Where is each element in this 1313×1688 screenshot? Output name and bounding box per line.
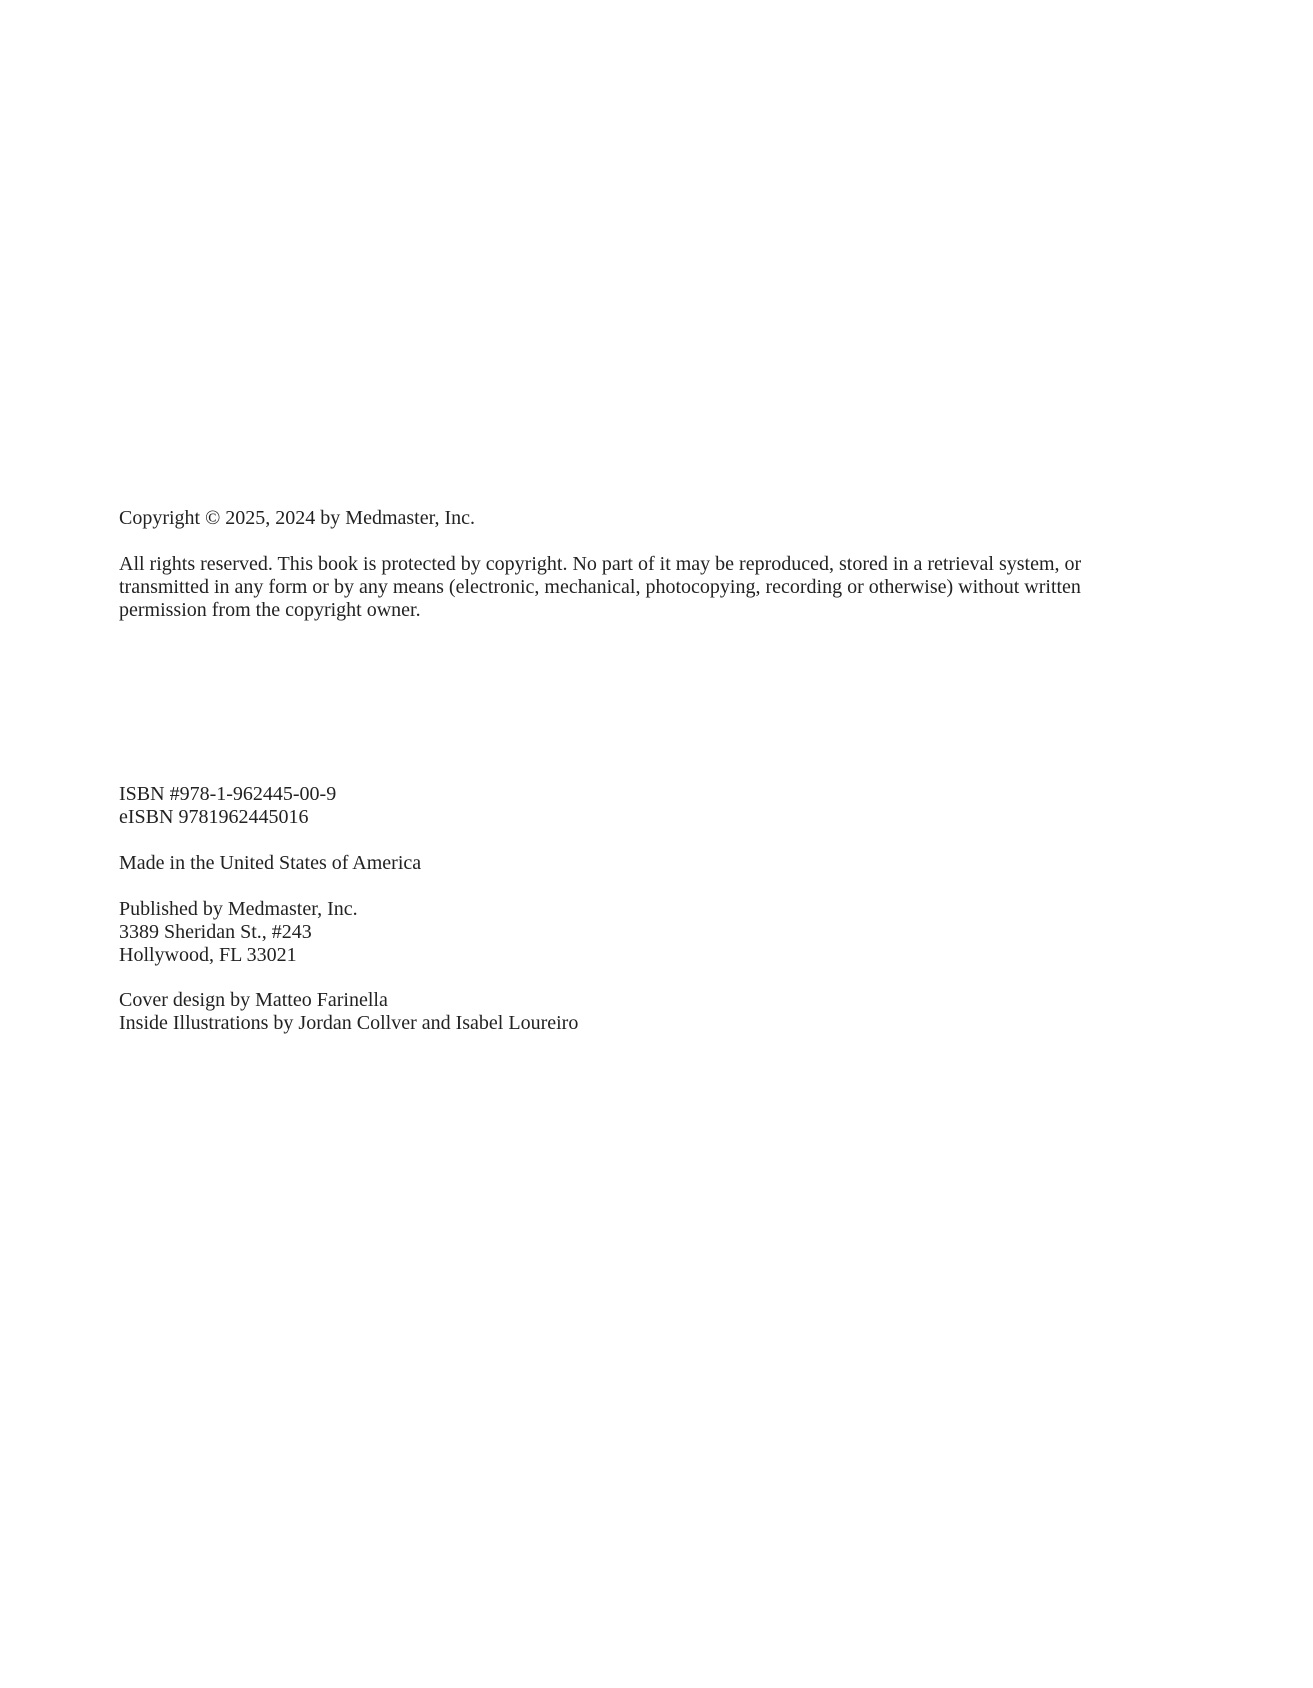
- publisher-street: 3389 Sheridan St., #243: [119, 921, 312, 943]
- copyright-notice: [119, 507, 475, 530]
- rights-line-3: permission from the copyright owner.: [119, 599, 421, 621]
- illustration-credit: Inside Illustrations by Jordan Collver and Isabel Loureiro: [119, 1012, 579, 1034]
- isbn-print: ISBN #978-1-962445-00-9: [119, 783, 337, 805]
- country-of-origin: [119, 852, 421, 875]
- rights-line-2: transmitted in any form or by any means (electronic, mechanical, photocopying, recording or otherwise) without written: [119, 576, 1081, 598]
- isbn-electronic: eISBN 9781962445016: [119, 806, 309, 828]
- publisher-name: Published by Medmaster, Inc.: [119, 898, 358, 920]
- rights-line-1: All rights reserved. This book is protected by copyright. No part of it may be reproduced, stored in a retrieval system, or: [119, 553, 1082, 575]
- design-credits: [119, 989, 578, 1035]
- isbn-info: [119, 783, 336, 829]
- publisher-info: [119, 898, 358, 967]
- publisher-city: Hollywood, FL 33021: [119, 944, 297, 966]
- made-in-line: Made in the United States of America: [119, 852, 422, 874]
- cover-credit: Cover design by Matteo Farinella: [119, 989, 388, 1011]
- rights-statement: [119, 553, 1149, 622]
- copyright-line: Copyright © 2025, 2024 by Medmaster, Inc.: [119, 507, 476, 529]
